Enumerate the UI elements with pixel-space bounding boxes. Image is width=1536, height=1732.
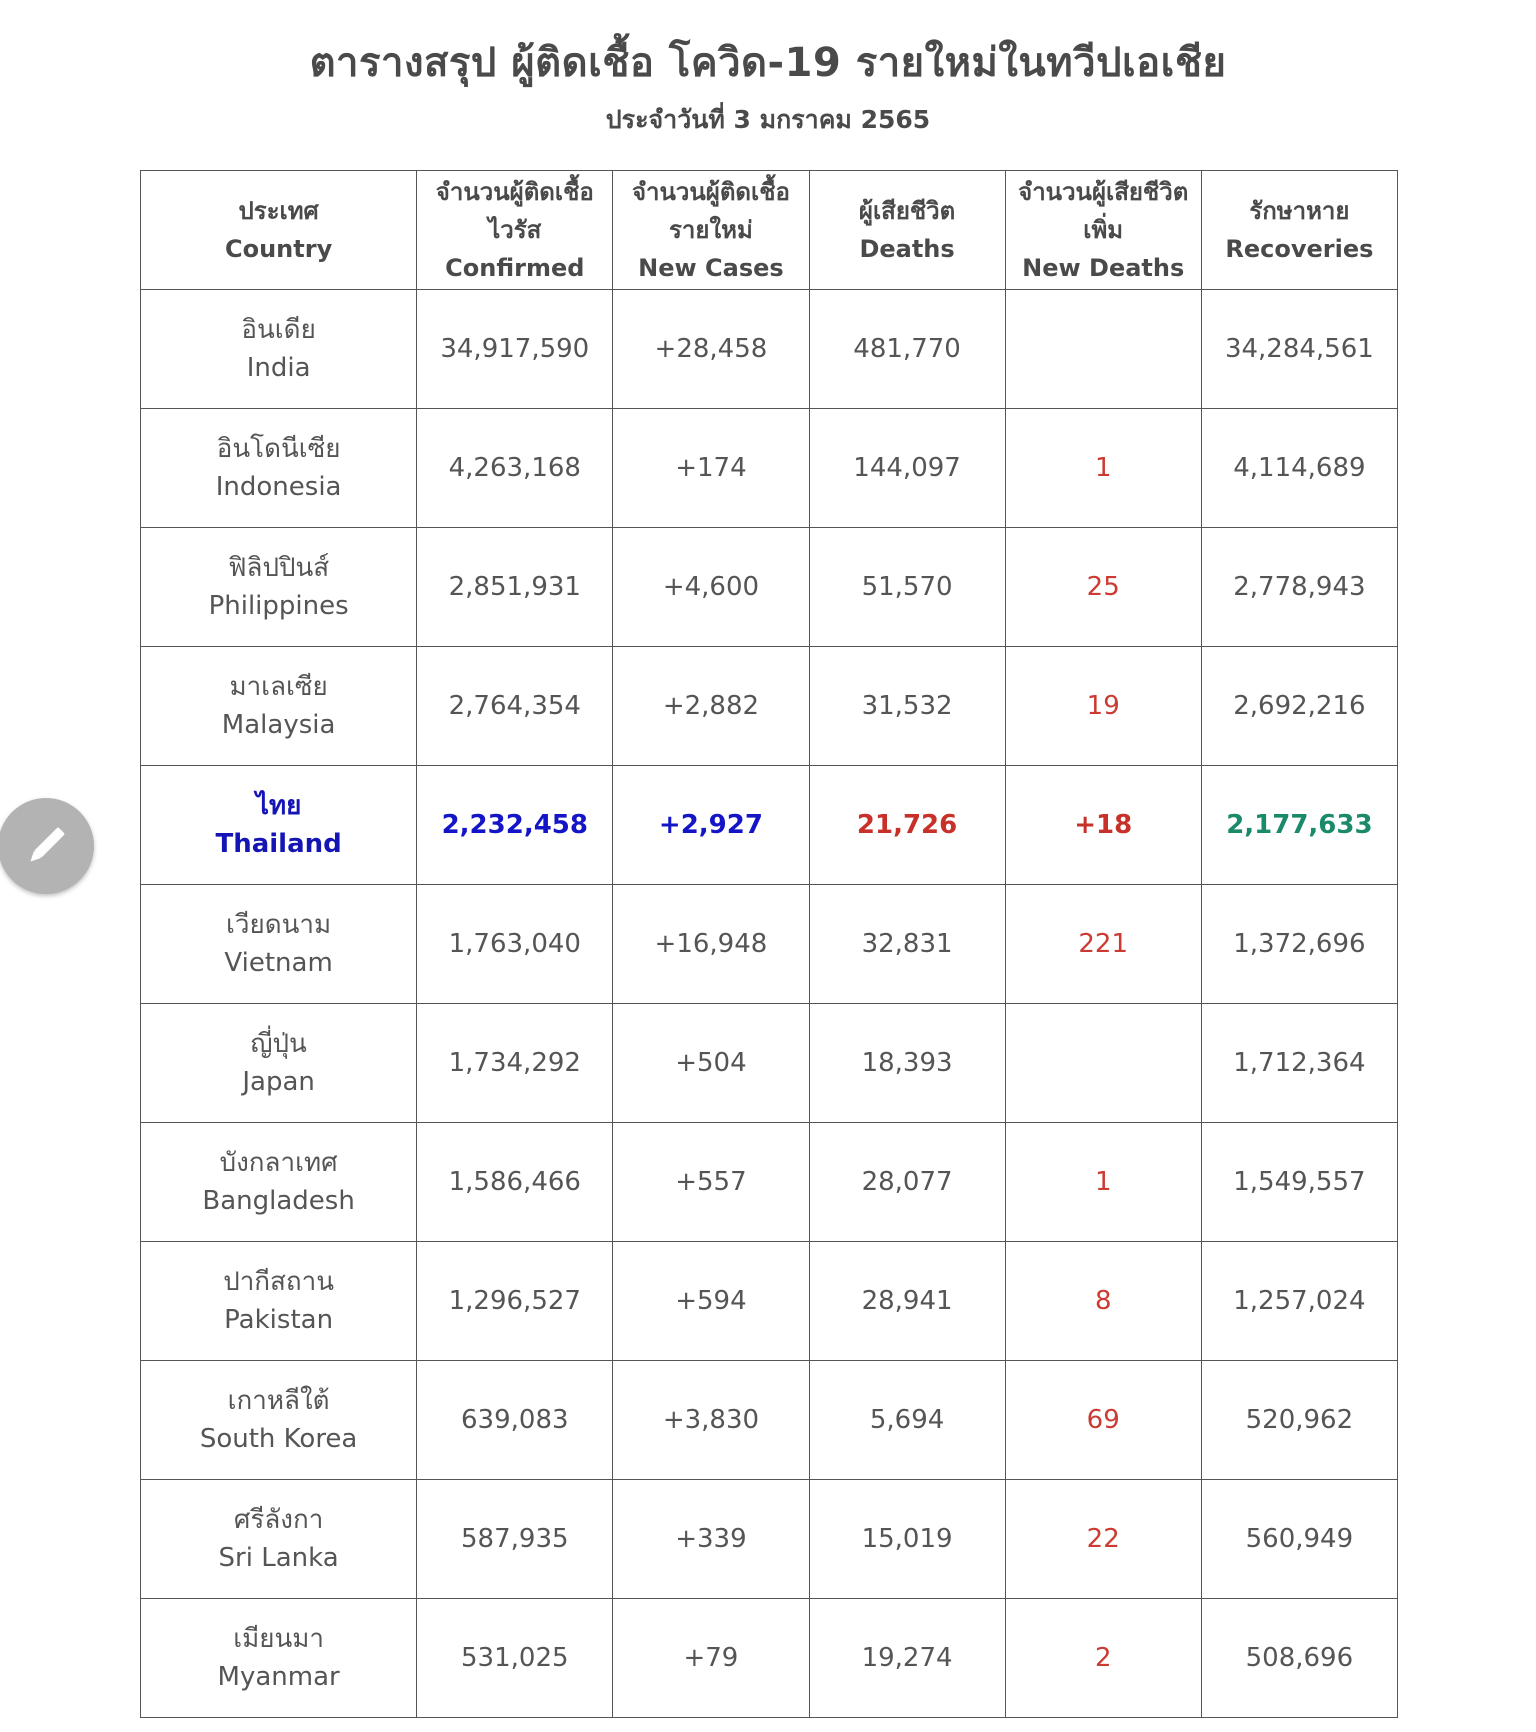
header-label: ประเทศ	[238, 197, 319, 225]
country-name-thai: เกาหลีใต้	[227, 1386, 330, 1416]
table-row	[141, 528, 1398, 647]
cell-country	[141, 647, 417, 766]
country-name-thai: ปากีสถาน	[223, 1267, 335, 1297]
cell-new-deaths: 25	[1005, 528, 1201, 647]
cell-confirmed: 587,935	[417, 1480, 613, 1599]
header-new-cases	[613, 171, 809, 290]
header-label: รักษาหาย	[1249, 197, 1350, 225]
country-name-english: South Korea	[199, 1424, 358, 1454]
table-row	[141, 290, 1398, 409]
covid-summary-table-container	[140, 170, 1398, 1718]
cell-new-deaths	[1005, 290, 1201, 409]
header-recoveries	[1201, 171, 1397, 290]
cell-deaths: 31,532	[809, 647, 1005, 766]
cell-new-cases: +2,927	[613, 766, 809, 885]
header-country	[141, 171, 417, 290]
cell-deaths: 5,694	[809, 1361, 1005, 1480]
cell-recoveries: 2,778,943	[1201, 528, 1397, 647]
country-name-english: Pakistan	[224, 1305, 334, 1335]
cell-new-deaths: 221	[1005, 885, 1201, 1004]
cell-recoveries: 4,114,689	[1201, 409, 1397, 528]
cell-deaths: 481,770	[809, 290, 1005, 409]
cell-recoveries: 1,712,364	[1201, 1004, 1397, 1123]
cell-new-deaths	[1005, 1004, 1201, 1123]
cell-recoveries: 1,257,024	[1201, 1242, 1397, 1361]
header-label: ผู้เสียชีวิต	[858, 197, 956, 225]
cell-confirmed: 2,764,354	[417, 647, 613, 766]
cell-new-deaths: 22	[1005, 1480, 1201, 1599]
cell-deaths: 32,831	[809, 885, 1005, 1004]
table-body	[141, 290, 1398, 1718]
cell-deaths: 28,941	[809, 1242, 1005, 1361]
pencil-icon	[20, 820, 72, 872]
table-row	[141, 1599, 1398, 1718]
country-name-thai: อินเดีย	[241, 315, 316, 345]
cell-new-cases: +339	[613, 1480, 809, 1599]
header-label: จำนวนผู้เสียชีวิต	[1018, 178, 1189, 206]
cell-confirmed: 1,586,466	[417, 1123, 613, 1242]
cell-recoveries: 2,692,216	[1201, 647, 1397, 766]
cell-country	[141, 1123, 417, 1242]
header-deaths	[809, 171, 1005, 290]
country-name-thai: ไทย	[255, 791, 302, 821]
cell-deaths: 51,570	[809, 528, 1005, 647]
cell-new-deaths: +18	[1005, 766, 1201, 885]
country-name-english: Vietnam	[224, 948, 333, 978]
header-label: ไวรัส	[488, 216, 542, 244]
cell-confirmed: 2,851,931	[417, 528, 613, 647]
cell-recoveries: 520,962	[1201, 1361, 1397, 1480]
cell-deaths: 15,019	[809, 1480, 1005, 1599]
cell-confirmed: 1,734,292	[417, 1004, 613, 1123]
header-label: Confirmed	[445, 254, 585, 282]
country-name-english: Indonesia	[215, 472, 342, 502]
table-row	[141, 1123, 1398, 1242]
cell-new-cases: +2,882	[613, 647, 809, 766]
table-header-row	[141, 171, 1398, 290]
table-row	[141, 647, 1398, 766]
country-name-thai: อินโดนีเซีย	[216, 434, 341, 464]
cell-confirmed: 639,083	[417, 1361, 613, 1480]
country-name-thai: ศรีลังกา	[233, 1505, 324, 1535]
country-name-english: Myanmar	[217, 1662, 340, 1692]
country-name-thai: ฟิลิปปินส์	[228, 553, 330, 583]
header-label: จำนวนผู้ติดเชื้อ	[435, 178, 594, 206]
covid-summary-table	[140, 170, 1398, 1718]
cell-recoveries: 1,372,696	[1201, 885, 1397, 1004]
country-name-english: Thailand	[215, 829, 342, 859]
cell-new-cases: +3,830	[613, 1361, 809, 1480]
table-row	[141, 1004, 1398, 1123]
cell-new-deaths: 69	[1005, 1361, 1201, 1480]
header-label: Country	[224, 235, 333, 263]
cell-country	[141, 1004, 417, 1123]
country-name-english: India	[246, 353, 311, 383]
country-name-thai: เวียดนาม	[226, 910, 332, 940]
page-title: ตารางสรุป ผู้ติดเชื้อ โควิด-19 รายใหม่ในทวีปเอเชีย	[309, 40, 1227, 86]
page-subtitle: ประจำวันที่ 3 มกราคม 2565	[605, 105, 931, 134]
country-name-thai: เมียนมา	[233, 1624, 324, 1654]
cell-recoveries: 1,549,557	[1201, 1123, 1397, 1242]
cell-recoveries: 560,949	[1201, 1480, 1397, 1599]
country-name-english: Japan	[242, 1067, 315, 1097]
cell-country	[141, 409, 417, 528]
cell-deaths: 21,726	[809, 766, 1005, 885]
cell-recoveries: 508,696	[1201, 1599, 1397, 1718]
cell-country	[141, 885, 417, 1004]
header-label: New Cases	[638, 254, 784, 282]
cell-new-deaths: 19	[1005, 647, 1201, 766]
edit-button[interactable]	[0, 798, 94, 894]
table-row	[141, 1480, 1398, 1599]
cell-new-cases: +16,948	[613, 885, 809, 1004]
cell-new-deaths: 1	[1005, 409, 1201, 528]
cell-country	[141, 1480, 417, 1599]
cell-new-cases: +504	[613, 1004, 809, 1123]
cell-country	[141, 766, 417, 885]
header-label: New Deaths	[1022, 254, 1185, 282]
cell-deaths: 28,077	[809, 1123, 1005, 1242]
table-row	[141, 409, 1398, 528]
cell-new-deaths: 8	[1005, 1242, 1201, 1361]
cell-confirmed: 2,232,458	[417, 766, 613, 885]
cell-confirmed: 531,025	[417, 1599, 613, 1718]
country-name-english: Bangladesh	[202, 1186, 355, 1216]
cell-recoveries: 2,177,633	[1201, 766, 1397, 885]
cell-new-cases: +79	[613, 1599, 809, 1718]
country-name-thai: บังกลาเทศ	[219, 1148, 338, 1178]
country-name-english: Malaysia	[221, 710, 336, 740]
table-row	[141, 885, 1398, 1004]
cell-new-deaths: 2	[1005, 1599, 1201, 1718]
cell-confirmed: 34,917,590	[417, 290, 613, 409]
cell-deaths: 19,274	[809, 1599, 1005, 1718]
cell-confirmed: 1,763,040	[417, 885, 613, 1004]
header-label: รายใหม่	[669, 216, 753, 244]
cell-country	[141, 528, 417, 647]
cell-country	[141, 1361, 417, 1480]
cell-new-cases: +594	[613, 1242, 809, 1361]
table-row	[141, 766, 1398, 885]
cell-recoveries: 34,284,561	[1201, 290, 1397, 409]
cell-new-deaths: 1	[1005, 1123, 1201, 1242]
header-confirmed	[417, 171, 613, 290]
cell-new-cases: +4,600	[613, 528, 809, 647]
cell-confirmed: 1,296,527	[417, 1242, 613, 1361]
country-name-english: Sri Lanka	[218, 1543, 339, 1573]
country-name-thai: มาเลเซีย	[229, 672, 328, 702]
cell-country	[141, 1599, 417, 1718]
cell-deaths: 18,393	[809, 1004, 1005, 1123]
cell-new-cases: +28,458	[613, 290, 809, 409]
country-name-english: Philippines	[208, 591, 349, 621]
cell-confirmed: 4,263,168	[417, 409, 613, 528]
cell-country	[141, 290, 417, 409]
header-label: จำนวนผู้ติดเชื้อ	[631, 178, 790, 206]
cell-deaths: 144,097	[809, 409, 1005, 528]
cell-country	[141, 1242, 417, 1361]
header-label: เพิ่ม	[1083, 216, 1124, 244]
cell-new-cases: +557	[613, 1123, 809, 1242]
header-label: Deaths	[859, 235, 955, 263]
header-new-deaths	[1005, 171, 1201, 290]
header-label: Recoveries	[1225, 235, 1374, 263]
table-row	[141, 1361, 1398, 1480]
country-name-thai: ญี่ปุ่น	[250, 1029, 307, 1059]
table-row	[141, 1242, 1398, 1361]
cell-new-cases: +174	[613, 409, 809, 528]
